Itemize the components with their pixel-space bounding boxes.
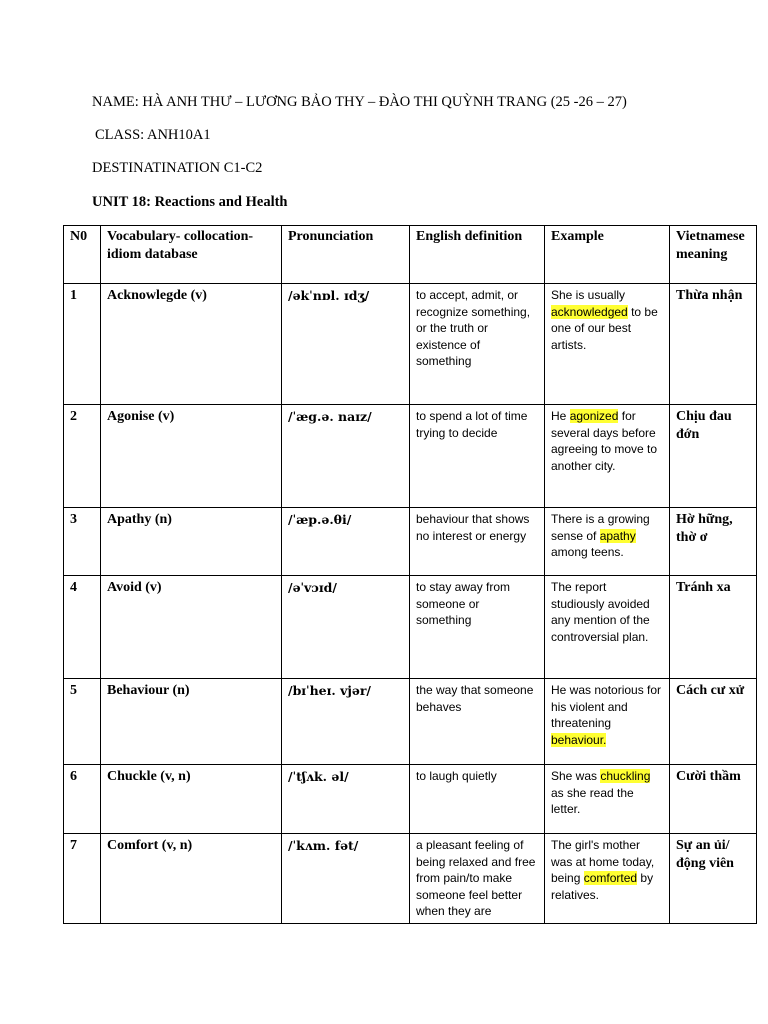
pronunciation: /ˈæg.ə. naɪz/ xyxy=(282,405,410,508)
vocabulary-table xyxy=(63,225,757,924)
vocab-word: Avoid (v) xyxy=(101,576,282,679)
example-sentence: He was notorious for his violent and threatening behaviour. xyxy=(545,679,670,765)
pronunciation: /ˈkʌm. fət/ xyxy=(282,834,410,924)
row-number: 5 xyxy=(64,679,101,765)
col-header-pronunciation: Pronunciation xyxy=(282,226,410,284)
row-number: 2 xyxy=(64,405,101,508)
highlighted-word: apathy xyxy=(599,528,636,543)
highlighted-word: chuckling xyxy=(600,769,651,783)
vietnamese-meaning: Thừa nhận xyxy=(670,284,757,405)
vietnamese-meaning: Cách cư xử xyxy=(670,679,757,765)
vocab-word: Apathy (n) xyxy=(101,508,282,576)
table-row xyxy=(64,508,757,576)
example-sentence: She was chuckling as she read the letter. xyxy=(545,765,670,834)
pronunciation: /ˈtʃʌk. əl/ xyxy=(282,765,410,834)
example-sentence: He agonized for several days before agreeing to move to another city. xyxy=(545,405,670,508)
row-number: 4 xyxy=(64,576,101,679)
vocab-word: Acknowlegde (v) xyxy=(101,284,282,405)
highlighted-word: behaviour. xyxy=(551,732,607,747)
col-header-vocabulary: Vocabulary- collocation-idiom database xyxy=(101,226,282,284)
unit-title: UNIT 18: Reactions and Health xyxy=(92,194,288,210)
vocab-word: Agonise (v) xyxy=(101,405,282,508)
row-number: 3 xyxy=(64,508,101,576)
pronunciation: /bɪˈheɪ. vjər/ xyxy=(282,679,410,765)
pronunciation: /əˈvɔɪd/ xyxy=(282,576,410,679)
vietnamese-meaning: Hờ hững, thờ ơ xyxy=(670,508,757,576)
example-sentence: The girl's mother was at home today, being comforted by relatives. xyxy=(545,834,670,924)
col-header-definition: English definition xyxy=(410,226,545,284)
table-row xyxy=(64,834,757,924)
table-header-row xyxy=(64,226,757,284)
example-sentence: The report studiously avoided any mention of the controversial plan. xyxy=(545,576,670,679)
table-row xyxy=(64,284,757,405)
example-sentence: She is usually acknowledged to be one of our best artists. xyxy=(545,284,670,405)
student-names: NAME: HÀ ANH THƯ – LƯƠNG BẢO THY – ĐÀO THI QUỲNH TRANG (25 -26 – 27) xyxy=(92,94,627,110)
english-definition: to spend a lot of time trying to decide xyxy=(410,405,545,508)
english-definition: to laugh quietly xyxy=(410,765,545,834)
vietnamese-meaning: Tránh xa xyxy=(670,576,757,679)
vocab-word: Chuckle (v, n) xyxy=(101,765,282,834)
english-definition: the way that someone behaves xyxy=(410,679,545,765)
vietnamese-meaning: Sự an ủi/động viên xyxy=(670,834,757,924)
table-row xyxy=(64,405,757,508)
destination-label: DESTINATINATION C1-C2 xyxy=(92,160,263,176)
english-definition: to accept, admit, or recognize something, or the truth or existence of something xyxy=(410,284,545,405)
row-number: 6 xyxy=(64,765,101,834)
table-row xyxy=(64,679,757,765)
highlighted-word: agonized xyxy=(569,409,619,423)
example-sentence: There is a growing sense of apathy among teens. xyxy=(545,508,670,576)
english-definition: to stay away from someone or something xyxy=(410,576,545,679)
col-header-example: Example xyxy=(545,226,670,284)
col-header-no: N0 xyxy=(64,226,101,284)
vocab-word: Comfort (v, n) xyxy=(101,834,282,924)
table-row xyxy=(64,765,757,834)
highlighted-word: comforted xyxy=(583,871,638,885)
highlighted-word: acknowledged xyxy=(551,304,628,319)
class-label: CLASS: ANH10A1 xyxy=(95,127,211,143)
english-definition: behaviour that shows no interest or energy xyxy=(410,508,545,576)
col-header-vietnamese: Vietnamese meaning xyxy=(670,226,757,284)
table-row xyxy=(64,576,757,679)
pronunciation: /əkˈnɒl. ɪdʒ/ xyxy=(282,284,410,405)
pronunciation: /ˈæp.ə.θi/ xyxy=(282,508,410,576)
row-number: 7 xyxy=(64,834,101,924)
vietnamese-meaning: Cười thầm xyxy=(670,765,757,834)
vietnamese-meaning: Chịu đau đớn xyxy=(670,405,757,508)
english-definition: a pleasant feeling of being relaxed and free from pain/to make someone feel better when they are xyxy=(410,834,545,924)
vocab-word: Behaviour (n) xyxy=(101,679,282,765)
row-number: 1 xyxy=(64,284,101,405)
